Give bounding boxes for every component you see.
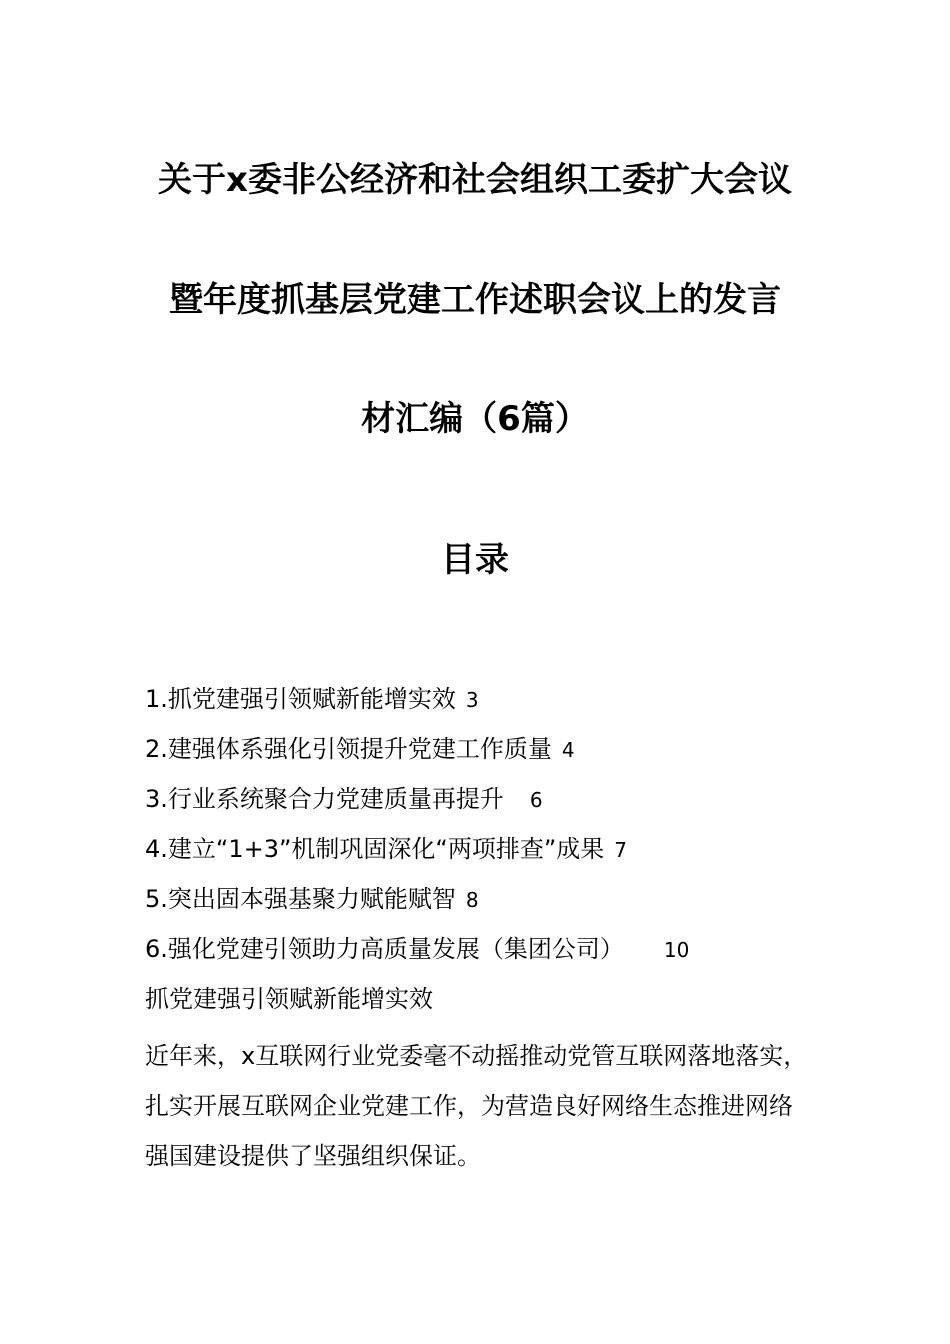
document-title-line-3: 材汇编（6篇） (361, 399, 589, 439)
toc-entry-title: 6.强化党建引领助力高质量发展（集团公司） (145, 935, 624, 963)
toc-entry-page: 8 (465, 888, 479, 912)
body-paragraph: 近年来，x互联网行业党委毫不动摇推动党管互联网落地落实，扎实开展互联网企业党建工作，为营造良好网络生态推进网络强国建设提供了坚强组织保证。 (145, 1042, 808, 1170)
toc-entry[interactable] (145, 932, 845, 982)
section-title: 抓党建强引领赋新能增实效 (145, 985, 433, 1013)
toc-entry[interactable] (145, 732, 845, 782)
toc-entry-title: 1.抓党建强引领赋新能增实效 (145, 685, 456, 713)
toc-entry-title: 4.建立“1+3”机制巩固深化“两项排查”成果 (145, 835, 605, 863)
toc-entry-page: 10 (663, 938, 690, 962)
toc-entry[interactable] (145, 682, 845, 732)
toc-entry-page: 4 (561, 738, 575, 762)
document-title-line-2: 暨年度抓基层党建工作述职会议上的发言 (169, 280, 781, 320)
toc-entry[interactable] (145, 782, 845, 832)
document-title-line-1: 关于x委非公经济和社会组织工委扩大会议 (158, 160, 792, 200)
toc-entry-page: 6 (529, 788, 543, 812)
toc-entry[interactable] (145, 882, 845, 932)
toc-entry-title: 3.行业系统聚合力党建质量再提升 (145, 785, 504, 813)
table-of-contents (145, 682, 845, 982)
toc-entry-title: 2.建强体系强化引领提升党建工作质量 (145, 735, 552, 763)
toc-entry[interactable] (145, 832, 845, 882)
toc-heading: 目录 (441, 540, 509, 580)
toc-entry-page: 3 (465, 688, 479, 712)
toc-entry-title: 5.突出固本强基聚力赋能赋智 (145, 885, 456, 913)
toc-entry-page: 7 (614, 838, 628, 862)
